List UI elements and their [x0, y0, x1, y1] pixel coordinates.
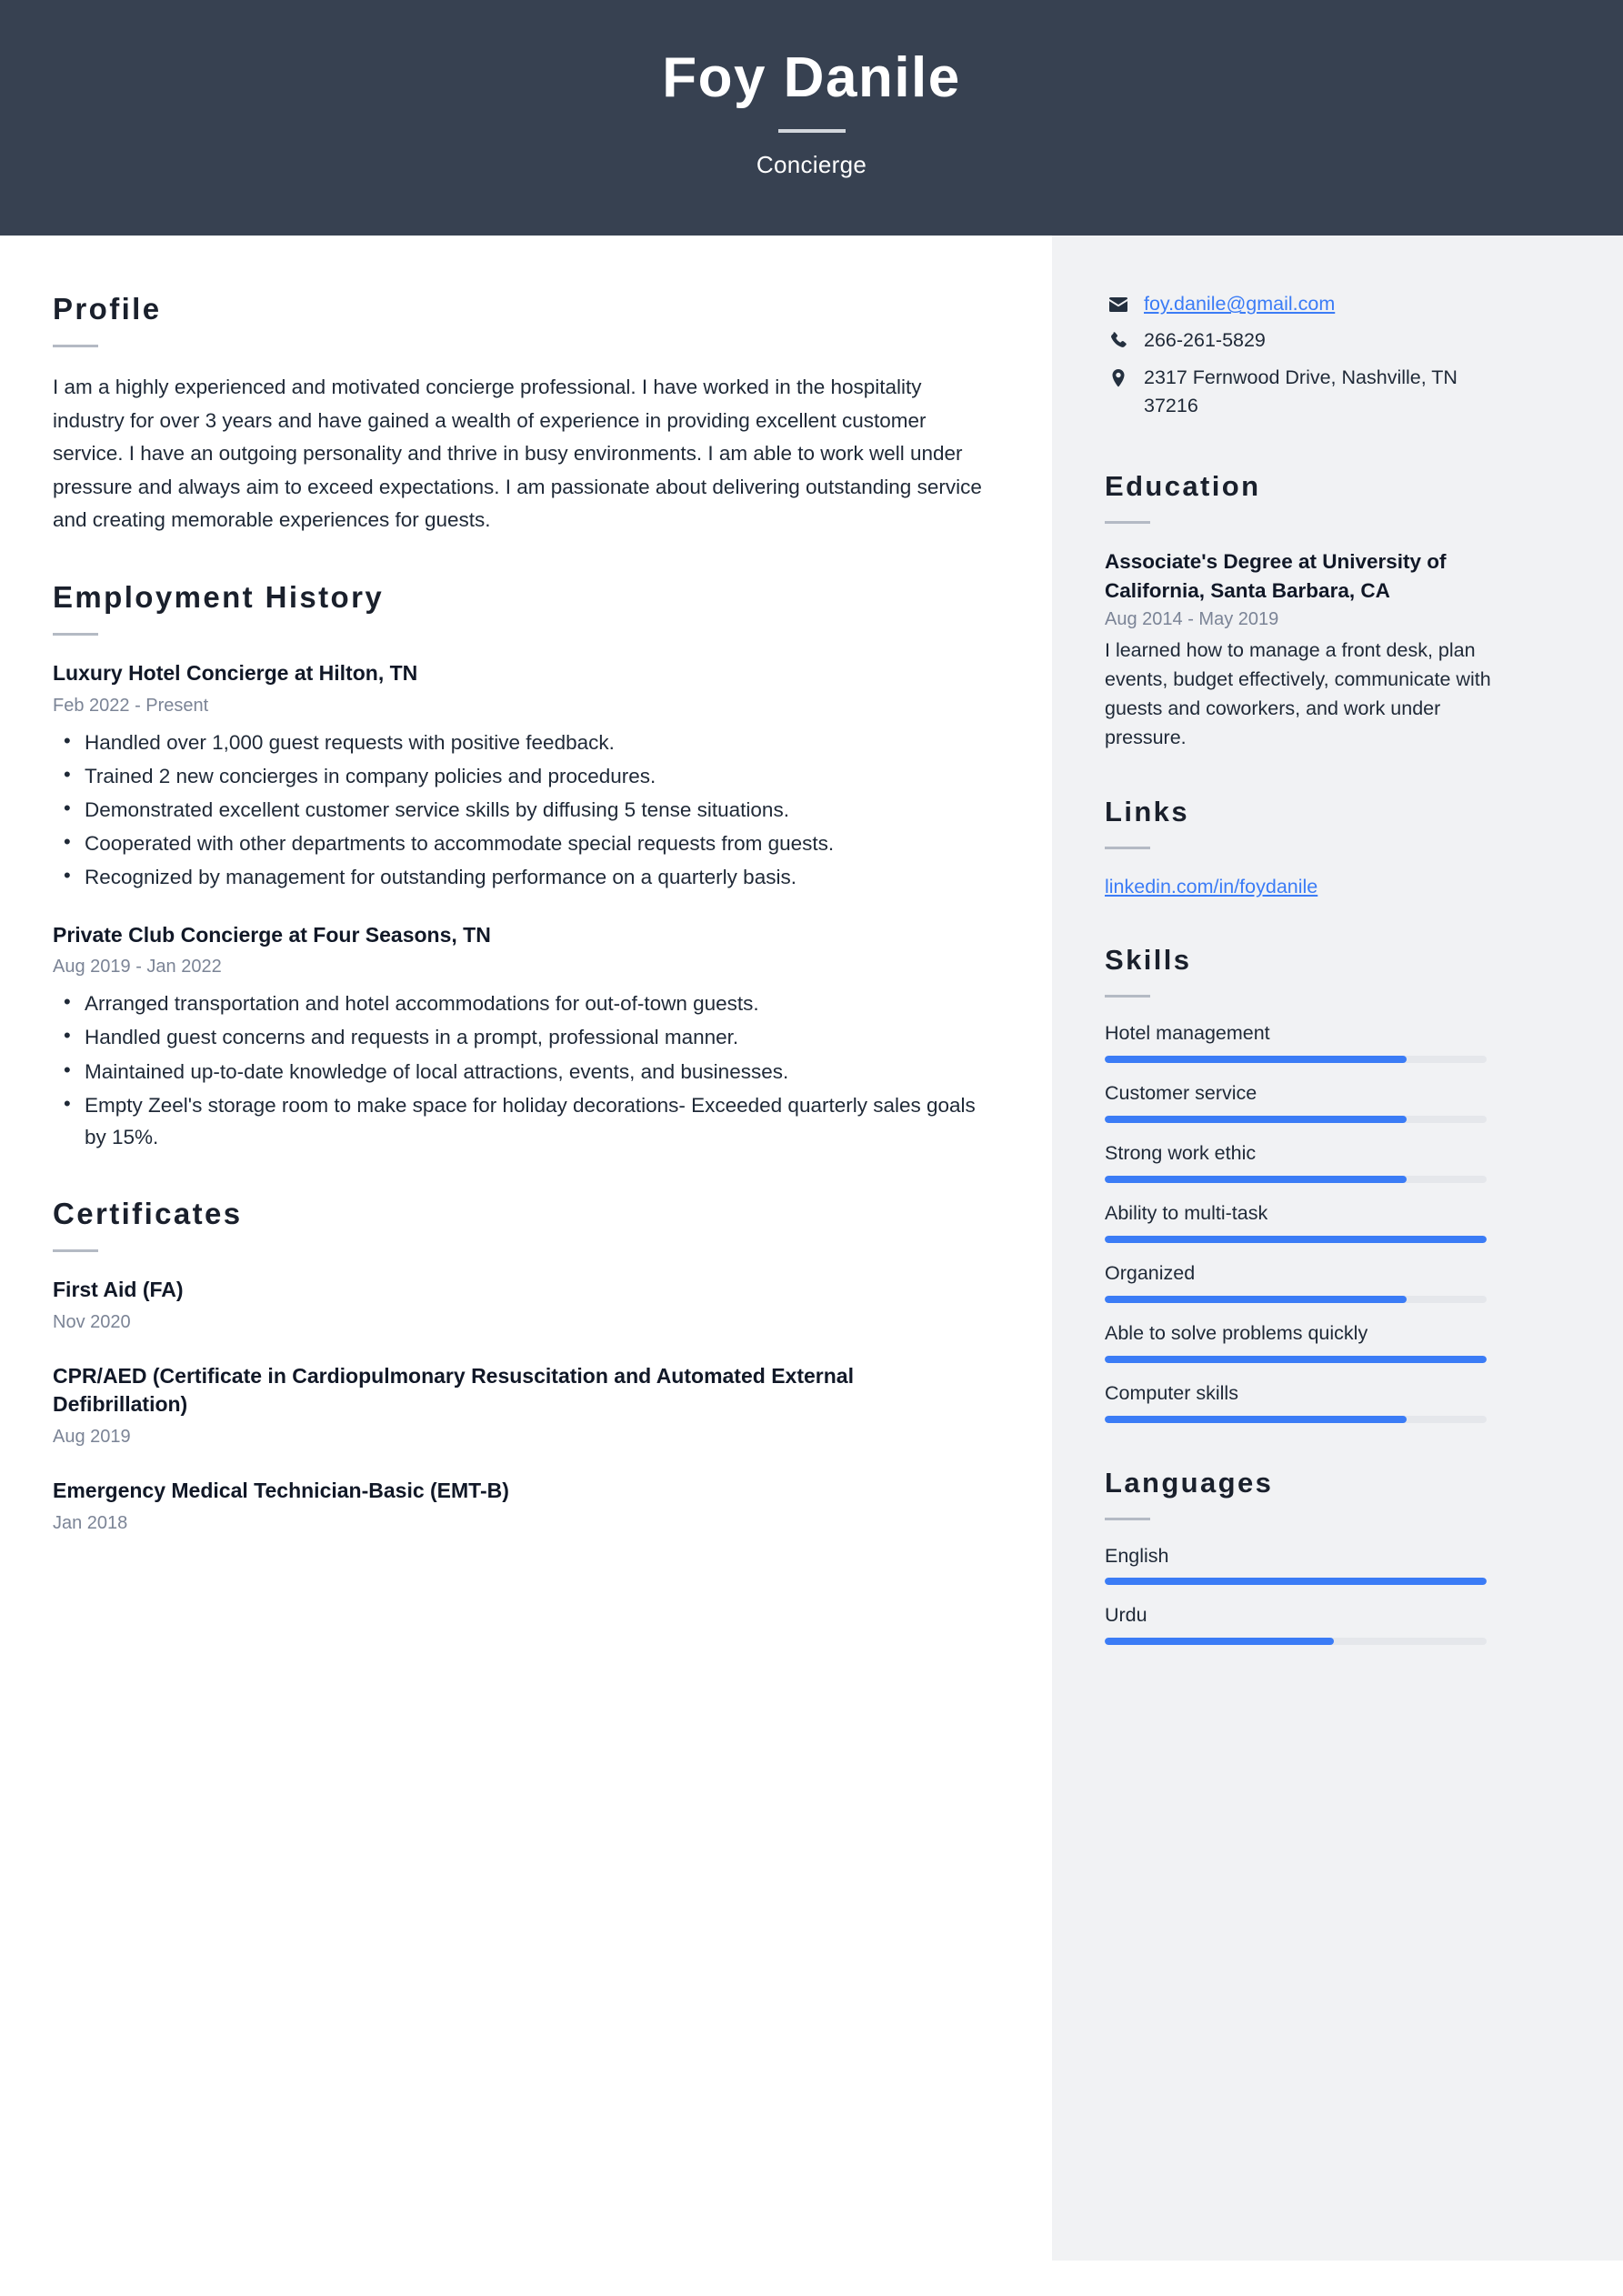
profile-heading: Profile	[53, 292, 162, 326]
skill-bar-track	[1105, 1356, 1487, 1363]
link-linkedin[interactable]: linkedin.com/in/foydanile	[1105, 875, 1318, 897]
certificate-entry	[53, 1276, 984, 1335]
language-label: English	[1105, 1544, 1169, 1567]
skill-bar-fill	[1105, 1056, 1407, 1063]
skills-heading-divider	[1105, 995, 1150, 998]
job-bullet: • Handled guest concerns and requests in a prompt, professional manner.	[53, 1021, 984, 1053]
links-heading: Links	[1105, 795, 1189, 827]
education-heading: Education	[1105, 469, 1261, 502]
education-date: Aug 2014 - May 2019	[1105, 608, 1279, 629]
skill-bar-fill	[1105, 1176, 1407, 1183]
envelope-icon	[1105, 290, 1132, 316]
section-certificates	[53, 1197, 984, 1536]
skill-item	[1105, 1321, 1514, 1363]
candidate-role: Concierge	[756, 151, 867, 179]
job-bullet: • Arranged transportation and hotel accommodations for out-of-town guests.	[53, 988, 984, 1019]
employment-heading-divider	[53, 633, 98, 636]
skill-bar-fill	[1105, 1356, 1487, 1363]
contact-email-row[interactable]	[1105, 290, 1514, 318]
section-skills	[1105, 944, 1514, 1423]
language-item	[1105, 1603, 1514, 1645]
section-employment-history	[53, 580, 984, 1152]
job-bullet: • Demonstrated excellent customer service skills by diffusing 5 tense situations.	[53, 794, 984, 826]
skill-item	[1105, 1261, 1514, 1303]
job-date: Aug 2019 - Jan 2022	[53, 957, 222, 978]
language-item	[1105, 1544, 1514, 1586]
name-divider	[778, 129, 846, 133]
job-bullet: • Trained 2 new concierges in company policies and procedures.	[53, 760, 984, 792]
certificate-date: Nov 2020	[53, 1311, 131, 1332]
certificate-title: Emergency Medical Technician-Basic (EMT-B)	[53, 1478, 509, 1502]
skill-item	[1105, 1141, 1514, 1183]
skill-bar-fill	[1105, 1116, 1407, 1123]
section-education	[1105, 470, 1514, 752]
skill-label: Hotel management	[1105, 1021, 1270, 1044]
job-date: Feb 2022 - Present	[53, 696, 209, 717]
certificate-entry	[53, 1362, 984, 1449]
profile-heading-divider	[53, 345, 98, 347]
skill-label: Customer service	[1105, 1081, 1257, 1104]
language-label: Urdu	[1105, 1604, 1147, 1627]
contact-details	[1105, 290, 1514, 420]
employment-heading: Employment History	[53, 580, 385, 615]
education-title: Associate's Degree at University of California, Santa Barbara, CA	[1105, 549, 1447, 602]
skill-item	[1105, 1201, 1514, 1243]
skill-bar-track	[1105, 1236, 1487, 1243]
certificate-title: CPR/AED (Certificate in Cardiopulmonary Resuscitation and Automated External Defibrillation)	[53, 1363, 854, 1417]
skill-bar-fill	[1105, 1296, 1407, 1303]
language-bar-fill	[1105, 1638, 1334, 1645]
certificate-title: First Aid (FA)	[53, 1277, 184, 1301]
skill-bar-track	[1105, 1296, 1487, 1303]
education-entry	[1105, 547, 1514, 752]
location-pin-icon	[1105, 364, 1132, 389]
skills-heading: Skills	[1105, 943, 1192, 976]
job-bullet-list	[53, 988, 984, 1152]
section-links	[1105, 796, 1514, 900]
skill-bar-track	[1105, 1416, 1487, 1423]
main-column	[0, 236, 1052, 2261]
skill-bar-fill	[1105, 1236, 1487, 1243]
email-value[interactable]: foy.danile@gmail.com	[1144, 293, 1336, 316]
profile-text: I am a highly experienced and motivated concierge professional. I have worked in the hospitality industry for over 3 years and have gained a wealth of experience in providing excellent customer service. I have an outgoing personality and thrive in busy environments. I am able to work well under pressure and always aim to exceed expectations. I am passionate about delivering outstanding service and creating memorable experiences for guests.	[53, 376, 982, 531]
address-value: 2317 Fernwood Drive, Nashville, TN 37216	[1144, 366, 1458, 416]
job-bullet: • Recognized by management for outstanding performance on a quarterly basis.	[53, 861, 984, 893]
job-bullet: • Handled over 1,000 guest requests with positive feedback.	[53, 727, 984, 758]
candidate-name: Foy Danile	[662, 46, 961, 109]
education-description: I learned how to manage a front desk, plan events, budget effectively, communicate with guests and coworkers, and work under pressure.	[1105, 638, 1491, 748]
resume-header	[0, 0, 1623, 236]
job-title: Luxury Hotel Concierge at Hilton, TN	[53, 661, 418, 686]
skill-label: Strong work ethic	[1105, 1141, 1257, 1164]
contact-phone-row	[1105, 326, 1514, 355]
certificates-heading: Certificates	[53, 1196, 243, 1230]
certificates-heading-divider	[53, 1249, 98, 1252]
skill-label: Ability to multi-task	[1105, 1201, 1268, 1224]
resume-body	[0, 236, 1623, 2261]
links-heading-divider	[1105, 847, 1150, 849]
contact-address-row	[1105, 364, 1514, 420]
skill-bar-fill	[1105, 1416, 1407, 1423]
job-title: Private Club Concierge at Four Seasons, TN	[53, 922, 491, 947]
education-heading-divider	[1105, 521, 1150, 524]
phone-value: 266-261-5829	[1144, 329, 1266, 352]
job-bullet: • Maintained up-to-date knowledge of local attractions, events, and businesses.	[53, 1056, 984, 1088]
skill-item	[1105, 1381, 1514, 1423]
language-bar-track	[1105, 1638, 1487, 1645]
employment-entry	[53, 659, 984, 893]
job-bullet: • Cooperated with other departments to accommodate special requests from guests.	[53, 827, 984, 859]
skill-item	[1105, 1081, 1514, 1123]
skill-label: Organized	[1105, 1261, 1196, 1284]
certificate-date: Aug 2019	[53, 1426, 131, 1447]
section-profile	[53, 292, 984, 536]
skill-label: Able to solve problems quickly	[1105, 1321, 1368, 1344]
language-bar-fill	[1105, 1578, 1487, 1585]
section-languages	[1105, 1467, 1514, 1646]
languages-heading-divider	[1105, 1518, 1150, 1520]
skill-bar-track	[1105, 1176, 1487, 1183]
skill-label: Computer skills	[1105, 1381, 1238, 1404]
skill-item	[1105, 1021, 1514, 1063]
languages-heading: Languages	[1105, 1466, 1274, 1499]
job-bullet-list	[53, 727, 984, 893]
skill-bar-track	[1105, 1116, 1487, 1123]
job-bullet: • Empty Zeel's storage room to make space for holiday decorations- Exceeded quarterly sales goals by 15%.	[53, 1089, 984, 1153]
employment-entry	[53, 921, 984, 1153]
certificate-entry	[53, 1477, 984, 1536]
phone-icon	[1105, 326, 1132, 352]
sidebar-column	[1052, 236, 1623, 2261]
language-bar-track	[1105, 1578, 1487, 1585]
skill-bar-track	[1105, 1056, 1487, 1063]
certificate-date: Jan 2018	[53, 1512, 128, 1533]
